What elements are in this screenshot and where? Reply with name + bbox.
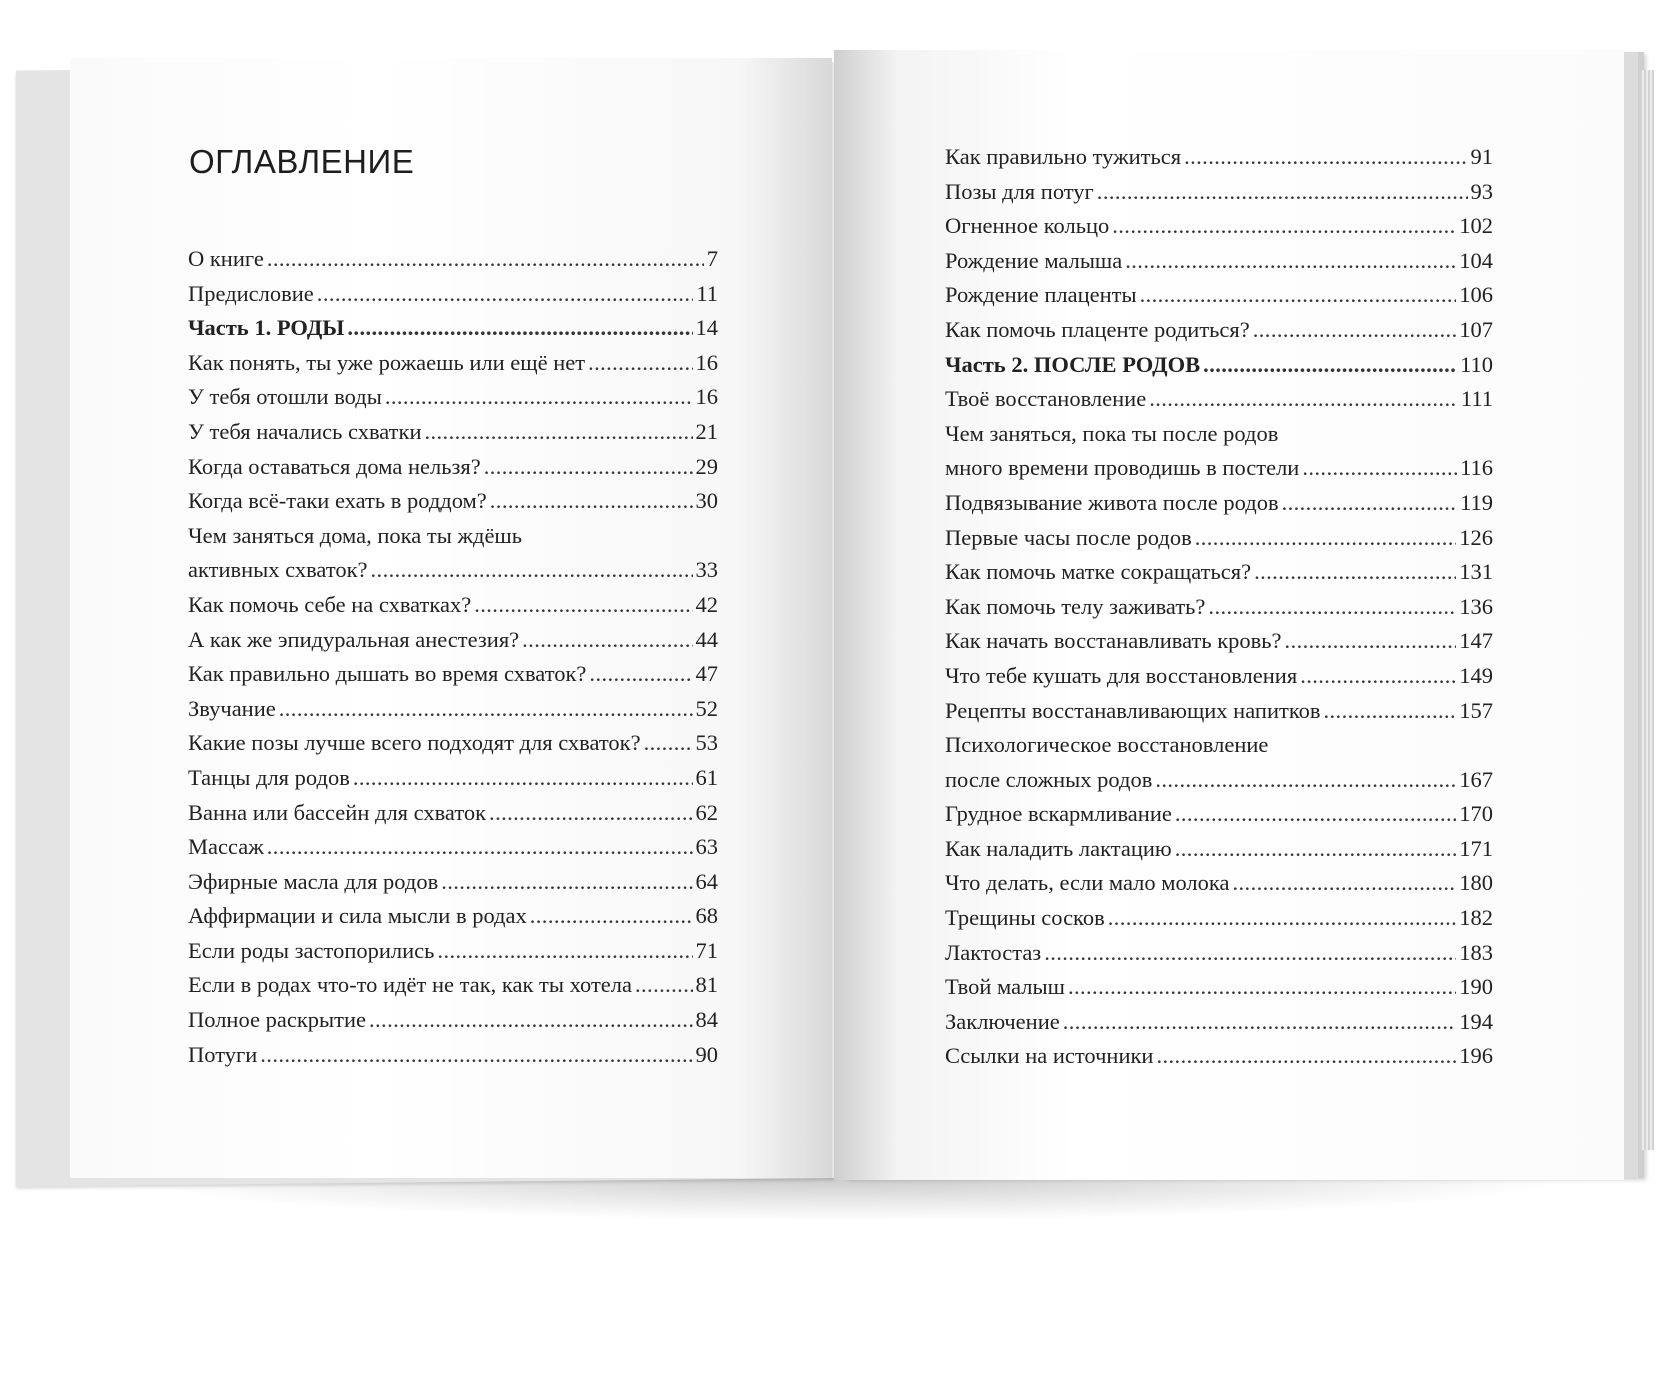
toc-entry[interactable] — [945, 382, 1493, 417]
toc-page-number: 44 — [695, 626, 718, 652]
toc-entry-label: Ссылки на источники — [945, 1043, 1154, 1069]
dot-leader — [1324, 694, 1457, 729]
toc-entry[interactable] — [945, 313, 1493, 348]
toc-page-number: 71 — [695, 937, 718, 963]
toc-entry-label: Часть 2. ПОСЛЕ РОДОВ — [945, 351, 1201, 377]
toc-entry-label: Часть 1. РОДЫ — [188, 315, 345, 341]
toc-entry-label: Ванна или бассейн для схваток — [188, 799, 487, 825]
toc-page-number: 171 — [1459, 835, 1493, 861]
dot-leader — [1195, 521, 1457, 556]
toc-page-number: 29 — [695, 453, 718, 479]
dot-leader — [1097, 175, 1468, 210]
toc-entry-label: Полное раскрытие — [188, 1007, 366, 1033]
toc-entry-label: Позы для потуг — [945, 178, 1094, 204]
toc-entry[interactable] — [188, 242, 718, 277]
toc-page-number: 147 — [1459, 628, 1493, 654]
toc-page-number: 30 — [695, 488, 718, 514]
toc-entry-label: Твоё восстановление — [945, 386, 1147, 412]
toc-entry[interactable] — [945, 486, 1493, 521]
toc-entry[interactable] — [188, 657, 718, 692]
toc-page-number: 183 — [1459, 939, 1493, 965]
toc-entry-label: Что делать, если мало молока — [945, 870, 1230, 896]
toc-entry[interactable] — [945, 417, 1493, 486]
page-edges — [1640, 70, 1654, 1150]
dot-leader — [474, 588, 692, 623]
dot-leader — [484, 450, 693, 485]
dot-leader — [490, 484, 693, 519]
toc-page-number: 93 — [1470, 178, 1493, 204]
toc-entry[interactable] — [188, 1038, 718, 1073]
toc-entry[interactable] — [188, 1003, 718, 1038]
toc-entry-label: Грудное вскармливание — [945, 801, 1172, 827]
toc-entry-label: Как правильно тужиться — [945, 144, 1182, 169]
toc-entry-label: Как наладить лактацию — [945, 835, 1172, 861]
dot-leader — [1068, 970, 1456, 1005]
toc-entry[interactable] — [945, 521, 1493, 556]
dot-leader — [1108, 901, 1457, 936]
toc-page-number: 116 — [1460, 455, 1493, 481]
toc-entry-label: Аффирмации и сила мысли в родах — [188, 903, 527, 929]
dot-leader — [279, 692, 693, 727]
toc-entry[interactable] — [188, 346, 718, 381]
dot-leader — [644, 726, 693, 761]
toc-entry[interactable] — [945, 694, 1493, 729]
toc-entry[interactable] — [945, 1039, 1493, 1074]
dot-leader — [1208, 590, 1456, 625]
toc-entry-label-line2: активных схваток? — [188, 557, 368, 583]
toc-entry[interactable] — [188, 865, 718, 900]
toc-entry-label: У тебя начались схватки — [188, 418, 422, 444]
toc-entry-label: Огненное кольцо — [945, 213, 1110, 239]
toc-entry-label: Когда всё-таки ехать в роддом? — [188, 488, 487, 514]
toc-entry-label: Твой малыш — [945, 974, 1065, 1000]
toc-entry-label: Какие позы лучше всего подходят для схваток? — [188, 730, 641, 756]
toc-page-number: 21 — [695, 418, 718, 444]
toc-entry[interactable] — [188, 830, 718, 865]
toc-entry-label: Что тебе кушать для восстановления — [945, 662, 1298, 688]
toc-entry[interactable] — [188, 450, 718, 485]
toc-page-number: 68 — [695, 903, 718, 929]
toc-left-column — [188, 242, 718, 1072]
toc-page-number: 131 — [1459, 559, 1493, 585]
dot-leader — [1300, 659, 1456, 694]
toc-entry-label: У тебя отошли воды — [188, 384, 382, 410]
dot-leader — [437, 934, 692, 969]
dot-leader — [1233, 866, 1457, 901]
toc-entry[interactable] — [945, 936, 1493, 971]
toc-entry-label-line1: Чем заняться дома, пока ты ждёшь — [188, 522, 523, 548]
toc-page-number: 110 — [1460, 351, 1493, 377]
toc-entry[interactable] — [188, 277, 718, 312]
toc-page-number: 102 — [1459, 213, 1493, 239]
toc-entry[interactable] — [945, 1005, 1493, 1040]
dot-leader — [1149, 382, 1458, 417]
toc-entry[interactable] — [188, 934, 718, 969]
toc-page-number: 53 — [695, 730, 718, 756]
toc-entry-label: Как начать восстанавливать кровь? — [945, 628, 1282, 654]
toc-entry-label: Предисловие — [188, 280, 314, 306]
dot-leader — [522, 623, 692, 658]
toc-page-number: 111 — [1460, 386, 1493, 412]
toc-entry[interactable] — [945, 590, 1493, 625]
toc-entry-label: Подвязывание живота после родов — [945, 489, 1279, 515]
dot-leader — [441, 865, 692, 900]
toc-page-number: 136 — [1459, 593, 1493, 619]
toc-page-number: 61 — [695, 764, 718, 790]
toc-page-number: 119 — [1460, 489, 1493, 515]
toc-page-number: 64 — [695, 868, 718, 894]
dot-leader — [1063, 1005, 1457, 1040]
toc-entry[interactable] — [188, 415, 718, 450]
toc-entry[interactable] — [945, 832, 1493, 867]
toc-page-number: 106 — [1459, 282, 1493, 308]
toc-entry[interactable] — [188, 968, 718, 1003]
dot-leader — [589, 657, 692, 692]
toc-entry[interactable] — [945, 970, 1493, 1005]
dot-leader — [1155, 763, 1456, 798]
dot-leader — [1175, 797, 1456, 832]
toc-entry-label: Как помочь телу заживать? — [945, 593, 1206, 619]
toc-page-number: 11 — [696, 280, 718, 306]
toc-entry-label-line1: Психологическое восстановление — [945, 732, 1269, 758]
toc-page-number: 16 — [695, 384, 718, 410]
toc-page-number: 170 — [1459, 801, 1493, 827]
toc-entry-label: Как понять, ты уже рожаешь или ещё нет — [188, 349, 586, 375]
toc-entry-label: Как правильно дышать во время схваток? — [188, 661, 587, 687]
dot-leader — [1184, 140, 1467, 175]
toc-page-number: 104 — [1459, 247, 1493, 273]
dot-leader — [588, 346, 692, 381]
toc-page-number: 63 — [695, 834, 718, 860]
toc-page-number: 149 — [1459, 662, 1493, 688]
toc-page-number: 62 — [695, 799, 718, 825]
dot-leader — [1125, 244, 1456, 279]
toc-entry-label-line2: после сложных родов — [945, 766, 1153, 792]
toc-entry-label: Как помочь матке сокращаться? — [945, 559, 1252, 585]
dot-leader — [353, 761, 693, 796]
toc-page-number: 167 — [1459, 766, 1493, 792]
toc-entry-label: А как же эпидуральная анестезия? — [188, 626, 520, 652]
toc-entry[interactable] — [945, 624, 1493, 659]
toc-entry[interactable] — [188, 692, 718, 727]
dot-leader — [371, 553, 693, 588]
toc-entry-label-line2: много времени проводишь в постели — [945, 455, 1300, 481]
toc-part-heading[interactable] — [945, 348, 1493, 383]
dot-leader — [385, 380, 693, 415]
toc-entry-label: Звучание — [188, 695, 276, 721]
dot-leader — [1253, 313, 1457, 348]
page-title: ОГЛАВЛЕНИЕ — [189, 143, 415, 180]
toc-page-number: 91 — [1470, 144, 1493, 169]
toc-entry-label: Когда оставаться дома нельзя? — [188, 453, 481, 479]
dot-leader — [260, 1038, 692, 1073]
toc-right-column — [945, 140, 1493, 1074]
toc-entry-label: Рождение плаценты — [945, 282, 1137, 308]
toc-page-number: 107 — [1459, 316, 1493, 342]
dot-leader — [424, 415, 692, 450]
toc-entry[interactable] — [945, 728, 1493, 797]
dot-leader — [1156, 1039, 1456, 1074]
toc-entry[interactable] — [945, 555, 1493, 590]
dot-leader — [317, 277, 694, 312]
toc-entry[interactable] — [188, 761, 718, 796]
dot-leader — [1140, 278, 1457, 313]
dot-leader — [267, 830, 693, 865]
dot-leader — [530, 899, 693, 934]
dot-leader — [489, 796, 692, 831]
dot-leader — [1302, 451, 1457, 486]
toc-entry[interactable] — [945, 901, 1493, 936]
toc-entry-label: Эфирные масла для родов — [188, 868, 439, 894]
toc-entry[interactable] — [188, 623, 718, 658]
toc-page-number: 90 — [695, 1041, 718, 1067]
toc-page-number: 7 — [706, 246, 718, 271]
toc-entry[interactable] — [188, 796, 718, 831]
toc-page-number: 42 — [695, 591, 718, 617]
toc-entry[interactable] — [945, 797, 1493, 832]
toc-page-number: 157 — [1459, 697, 1493, 723]
toc-page-number: 182 — [1459, 905, 1493, 931]
dot-leader — [1282, 486, 1458, 521]
dot-leader — [1175, 832, 1457, 867]
toc-entry[interactable] — [945, 659, 1493, 694]
toc-page-number: 190 — [1459, 974, 1493, 1000]
toc-entry[interactable] — [188, 588, 718, 623]
toc-entry[interactable] — [945, 244, 1493, 279]
toc-entry[interactable] — [945, 278, 1493, 313]
toc-entry-label: Как помочь себе на схватках? — [188, 591, 472, 617]
toc-part-heading[interactable] — [188, 311, 718, 346]
toc-page-number: 126 — [1459, 524, 1493, 550]
toc-entry-label: Трещины сосков — [945, 905, 1105, 931]
toc-page-number: 180 — [1459, 870, 1493, 896]
dot-leader — [369, 1003, 693, 1038]
toc-entry[interactable] — [188, 726, 718, 761]
toc-entry[interactable] — [188, 899, 718, 934]
toc-page-number: 52 — [695, 695, 718, 721]
dot-leader — [1112, 209, 1456, 244]
toc-page-number: 16 — [695, 349, 718, 375]
dot-leader — [1044, 936, 1456, 971]
toc-page-number: 84 — [695, 1007, 718, 1033]
dot-leader — [1285, 624, 1457, 659]
toc-entry-label: Рождение малыша — [945, 247, 1123, 273]
toc-entry[interactable] — [945, 209, 1493, 244]
toc-entry-label: Потуги — [188, 1041, 258, 1067]
toc-entry-label: Массаж — [188, 834, 264, 860]
toc-entry-label: Танцы для родов — [188, 764, 350, 790]
toc-entry-label: Рецепты восстанавливающих напитков — [945, 697, 1321, 723]
dot-leader — [1203, 348, 1457, 383]
toc-entry-label: Если роды застопорились — [188, 937, 435, 963]
toc-entry-label: О книге — [188, 246, 264, 271]
toc-entry-label: Как помочь плаценте родиться? — [945, 316, 1250, 342]
toc-entry-label-line1: Чем заняться, пока ты после родов — [945, 420, 1279, 446]
toc-entry[interactable] — [945, 175, 1493, 210]
dot-leader — [1254, 555, 1456, 590]
toc-entry-label: Заключение — [945, 1008, 1060, 1034]
toc-page-number: 196 — [1459, 1043, 1493, 1069]
toc-page-number: 14 — [695, 315, 718, 341]
toc-entry[interactable] — [945, 866, 1493, 901]
toc-entry-label: Первые часы после родов — [945, 524, 1192, 550]
toc-entry-label: Лактостаз — [945, 939, 1042, 965]
toc-entry[interactable] — [188, 484, 718, 519]
toc-entry[interactable] — [188, 380, 718, 415]
dot-leader — [267, 242, 704, 277]
toc-entry[interactable] — [188, 519, 718, 588]
toc-entry-label: Если в родах что-то идёт не так, как ты хотела — [188, 972, 632, 998]
toc-page-number: 194 — [1459, 1008, 1493, 1034]
dot-leader — [635, 968, 693, 1003]
toc-entry[interactable] — [945, 140, 1493, 175]
toc-page-number: 33 — [695, 557, 718, 583]
dot-leader — [347, 311, 692, 346]
toc-page-number: 81 — [695, 972, 718, 998]
toc-page-number: 47 — [695, 661, 718, 687]
